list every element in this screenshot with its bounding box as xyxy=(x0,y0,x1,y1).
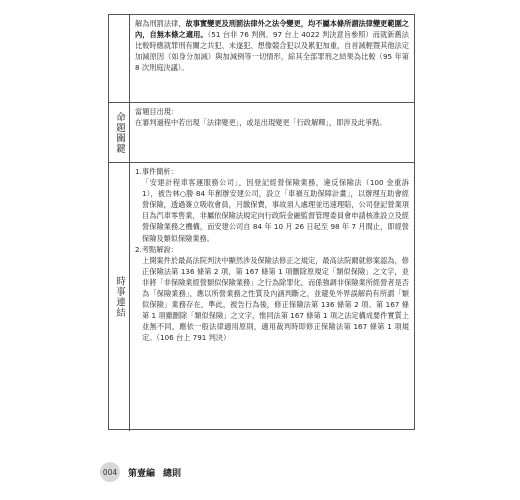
case-paragraph-1: 「安建計程車客運服務公司」，因登記經營保險業務，違反保險法（100 金重訴 1），被告林○勝 84 年創辦安建公司，設立「車禍互助保障計畫」，以辦理互助會經營保險，透過簽立吸收會員，月繳保費，事故須人處理並迅速理賠，公司登記營業項目為汽車零售業，非屬依保險法規定向行政院金融監督管理委員會申請核准設立及經營保險業務之機構，而安建公司自 84 年 10 月 26 日起至 98 年 7 月間止，即經營保險及類似保險業務。 xyxy=(142,178,409,243)
text-plain-2: （51 台非 76 判例、97 台上 4022 判決意旨參照）而就新舊法比較時應就罪刑有關之共犯、未遂犯、想像競合犯以及累犯加重，自首減輕暨其他法定加減原因（如身分加減）與加減例等一切情形，綜其全部罪刑之結果為比較（95 年第 8 次刑庭決議）。 xyxy=(135,30,409,73)
row-label-current-events xyxy=(109,163,130,431)
row-legal-explanation xyxy=(109,15,414,103)
chapter-number: 第壹編 xyxy=(128,468,156,479)
notes-table xyxy=(108,14,415,430)
exam-focus-label: 命題關鍵 xyxy=(114,111,125,154)
case-heading-1: 1.事件簡析： xyxy=(135,167,178,176)
chapter-heading xyxy=(128,466,189,479)
current-events-label: 時事連結 xyxy=(114,276,125,318)
case-paragraph-2: 上開案件於最高法院判決中顯然涉及保險法修正之規定，最高法院爾就修案認為，修正保險法第 136 條第 2 項、第 167 條第 1 項刪除原規定「類似保險」之文字，並非將「非保險業經營類似保險業務」之行為除罪化，而係強調非保險業所經營者是否為「保險業務」，應以所營業務之性質及內涵判斷之，並避免外界誤解尚有所謂「類似保險」業務存在，準此，被告行為後，修正保險法第 136 條第 2 項、第 167 條第 1 項雖刪除「類似保險」之文字，惟同法第 167 條第 1 項之法定構成要件實質上並無不同，應依一般法律適用原則，適用裁判時即修正保險法第 167 條第 1 項規定。（106 台上 791 判決） xyxy=(142,255,409,343)
exam-focus-line-2: 在審判過程中若出現「法律變更」，或是出現變更「行政解釋」，即涉及此爭點。 xyxy=(135,118,387,128)
row-current-events xyxy=(109,163,414,431)
current-events-text xyxy=(135,166,409,344)
exam-focus-line-1: 當題目出現： xyxy=(135,107,179,116)
row-label-empty xyxy=(109,15,130,102)
row-exam-focus xyxy=(109,103,414,163)
page-number-badge xyxy=(100,462,120,482)
case-heading-2: 2.考點解說： xyxy=(135,244,178,254)
text-plain-1: 解為刑罰法律， xyxy=(135,19,186,28)
page-footer xyxy=(100,462,189,482)
legal-explanation-text xyxy=(135,18,409,73)
page-number: 004 xyxy=(102,467,118,477)
text-bold-emphasis: 故事實變更及刑罰法律外之法令變更，均不屬本條所謂法律變更範圍之內，自無本條之適用。 xyxy=(135,19,409,40)
exam-focus-text xyxy=(135,106,409,128)
row-label-exam-focus xyxy=(109,103,130,162)
chapter-title: 總則 xyxy=(163,468,182,479)
